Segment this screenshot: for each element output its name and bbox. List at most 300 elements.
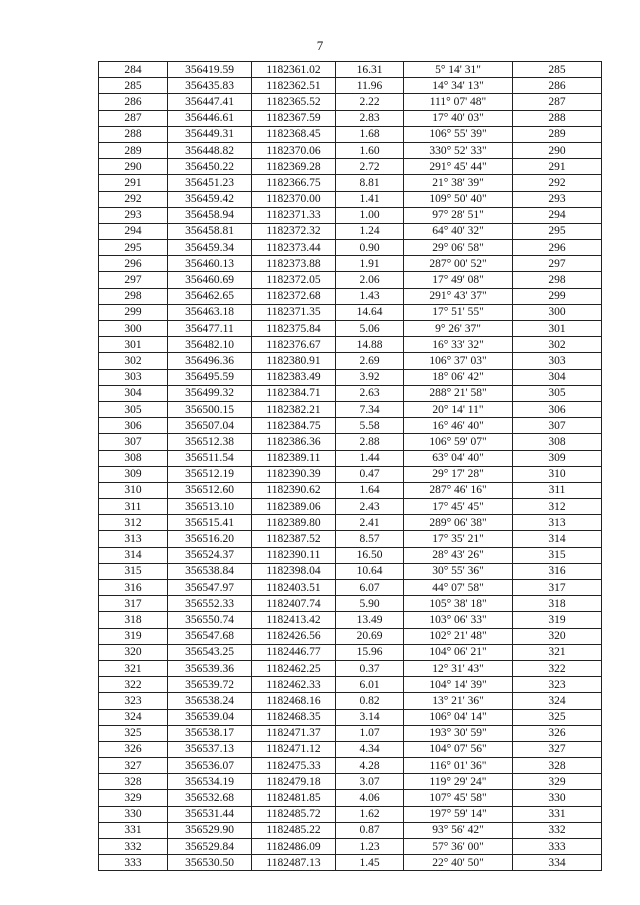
y-coordinate-cell: 1182371.33 <box>252 207 336 223</box>
x-coordinate-cell: 356449.31 <box>168 126 252 142</box>
bearing-cell: 16° 46' 40" <box>404 418 513 434</box>
next-point-cell: 287 <box>513 94 602 110</box>
table-row <box>99 725 602 741</box>
y-coordinate-cell: 1182383.49 <box>252 369 336 385</box>
x-coordinate-cell: 356547.68 <box>168 628 252 644</box>
table-row <box>99 337 602 353</box>
table-row <box>99 385 602 401</box>
point-number-cell: 310 <box>99 482 168 498</box>
x-coordinate-cell: 356534.19 <box>168 774 252 790</box>
y-coordinate-cell: 1182380.91 <box>252 353 336 369</box>
bearing-cell: 107° 45' 58" <box>404 790 513 806</box>
y-coordinate-cell: 1182369.28 <box>252 159 336 175</box>
distance-cell: 2.22 <box>336 94 404 110</box>
distance-cell: 3.07 <box>336 774 404 790</box>
next-point-cell: 295 <box>513 223 602 239</box>
point-number-cell: 306 <box>99 418 168 434</box>
x-coordinate-cell: 356536.07 <box>168 758 252 774</box>
table-row <box>99 272 602 288</box>
bearing-cell: 288° 21' 58" <box>404 385 513 401</box>
point-number-cell: 300 <box>99 321 168 337</box>
table-row <box>99 531 602 547</box>
distance-cell: 16.50 <box>336 547 404 563</box>
distance-cell: 6.07 <box>336 580 404 596</box>
table-row <box>99 240 602 256</box>
bearing-cell: 119° 29' 24" <box>404 774 513 790</box>
next-point-cell: 330 <box>513 790 602 806</box>
y-coordinate-cell: 1182471.37 <box>252 725 336 741</box>
x-coordinate-cell: 356435.83 <box>168 78 252 94</box>
distance-cell: 0.47 <box>336 466 404 482</box>
next-point-cell: 321 <box>513 644 602 660</box>
table-row <box>99 321 602 337</box>
bearing-cell: 13° 21' 36" <box>404 693 513 709</box>
point-number-cell: 309 <box>99 466 168 482</box>
table-row <box>99 401 602 417</box>
bearing-cell: 20° 14' 11" <box>404 401 513 417</box>
x-coordinate-cell: 356529.90 <box>168 822 252 838</box>
point-number-cell: 317 <box>99 596 168 612</box>
point-number-cell: 293 <box>99 207 168 223</box>
next-point-cell: 299 <box>513 288 602 304</box>
x-coordinate-cell: 356538.24 <box>168 693 252 709</box>
point-number-cell: 291 <box>99 175 168 191</box>
next-point-cell: 288 <box>513 110 602 126</box>
point-number-cell: 308 <box>99 450 168 466</box>
x-coordinate-cell: 356529.84 <box>168 839 252 855</box>
next-point-cell: 316 <box>513 563 602 579</box>
next-point-cell: 293 <box>513 191 602 207</box>
x-coordinate-cell: 356495.59 <box>168 369 252 385</box>
y-coordinate-cell: 1182368.45 <box>252 126 336 142</box>
point-number-cell: 299 <box>99 304 168 320</box>
point-number-cell: 326 <box>99 741 168 757</box>
point-number-cell: 315 <box>99 563 168 579</box>
y-coordinate-cell: 1182398.04 <box>252 563 336 579</box>
bearing-cell: 291° 43' 37" <box>404 288 513 304</box>
x-coordinate-cell: 356500.15 <box>168 401 252 417</box>
point-number-cell: 320 <box>99 644 168 660</box>
x-coordinate-cell: 356496.36 <box>168 353 252 369</box>
table-row <box>99 628 602 644</box>
point-number-cell: 302 <box>99 353 168 369</box>
table-row <box>99 758 602 774</box>
point-number-cell: 311 <box>99 499 168 515</box>
distance-cell: 3.14 <box>336 709 404 725</box>
x-coordinate-cell: 356516.20 <box>168 531 252 547</box>
x-coordinate-cell: 356543.25 <box>168 644 252 660</box>
point-number-cell: 303 <box>99 369 168 385</box>
x-coordinate-cell: 356419.59 <box>168 62 252 78</box>
bearing-cell: 111° 07' 48" <box>404 94 513 110</box>
distance-cell: 20.69 <box>336 628 404 644</box>
bearing-cell: 106° 59' 07" <box>404 434 513 450</box>
x-coordinate-cell: 356459.42 <box>168 191 252 207</box>
bearing-cell: 64° 40' 32" <box>404 223 513 239</box>
bearing-cell: 29° 06' 58" <box>404 240 513 256</box>
bearing-cell: 109° 50' 40" <box>404 191 513 207</box>
next-point-cell: 302 <box>513 337 602 353</box>
y-coordinate-cell: 1182386.36 <box>252 434 336 450</box>
distance-cell: 14.64 <box>336 304 404 320</box>
next-point-cell: 312 <box>513 499 602 515</box>
y-coordinate-cell: 1182485.72 <box>252 806 336 822</box>
bearing-cell: 17° 45' 45" <box>404 499 513 515</box>
x-coordinate-cell: 356477.11 <box>168 321 252 337</box>
x-coordinate-cell: 356537.13 <box>168 741 252 757</box>
next-point-cell: 309 <box>513 450 602 466</box>
distance-cell: 11.96 <box>336 78 404 94</box>
table-row <box>99 790 602 806</box>
x-coordinate-cell: 356512.60 <box>168 482 252 498</box>
coordinates-table <box>98 61 602 871</box>
next-point-cell: 301 <box>513 321 602 337</box>
bearing-cell: 104° 06' 21" <box>404 644 513 660</box>
point-number-cell: 316 <box>99 580 168 596</box>
point-number-cell: 330 <box>99 806 168 822</box>
table-row <box>99 191 602 207</box>
table-row <box>99 304 602 320</box>
table-row <box>99 822 602 838</box>
bearing-cell: 287° 00' 52" <box>404 256 513 272</box>
y-coordinate-cell: 1182468.16 <box>252 693 336 709</box>
x-coordinate-cell: 356515.41 <box>168 515 252 531</box>
next-point-cell: 328 <box>513 758 602 774</box>
y-coordinate-cell: 1182371.35 <box>252 304 336 320</box>
point-number-cell: 332 <box>99 839 168 855</box>
bearing-cell: 97° 28' 51" <box>404 207 513 223</box>
next-point-cell: 289 <box>513 126 602 142</box>
point-number-cell: 292 <box>99 191 168 207</box>
y-coordinate-cell: 1182462.33 <box>252 677 336 693</box>
table-row <box>99 839 602 855</box>
bearing-cell: 22° 40' 50" <box>404 855 513 871</box>
distance-cell: 2.88 <box>336 434 404 450</box>
next-point-cell: 324 <box>513 693 602 709</box>
bearing-cell: 289° 06' 38" <box>404 515 513 531</box>
y-coordinate-cell: 1182426.56 <box>252 628 336 644</box>
table-row <box>99 110 602 126</box>
point-number-cell: 331 <box>99 822 168 838</box>
x-coordinate-cell: 356547.97 <box>168 580 252 596</box>
y-coordinate-cell: 1182486.09 <box>252 839 336 855</box>
table-row <box>99 418 602 434</box>
distance-cell: 1.62 <box>336 806 404 822</box>
table-row <box>99 288 602 304</box>
next-point-cell: 325 <box>513 709 602 725</box>
point-number-cell: 324 <box>99 709 168 725</box>
y-coordinate-cell: 1182462.25 <box>252 660 336 676</box>
next-point-cell: 285 <box>513 62 602 78</box>
distance-cell: 2.06 <box>336 272 404 288</box>
table-row <box>99 499 602 515</box>
x-coordinate-cell: 356539.72 <box>168 677 252 693</box>
y-coordinate-cell: 1182372.05 <box>252 272 336 288</box>
distance-cell: 6.01 <box>336 677 404 693</box>
distance-cell: 1.07 <box>336 725 404 741</box>
distance-cell: 0.87 <box>336 822 404 838</box>
y-coordinate-cell: 1182390.62 <box>252 482 336 498</box>
point-number-cell: 319 <box>99 628 168 644</box>
next-point-cell: 305 <box>513 385 602 401</box>
y-coordinate-cell: 1182479.18 <box>252 774 336 790</box>
bearing-cell: 5° 14' 31" <box>404 62 513 78</box>
x-coordinate-cell: 356524.37 <box>168 547 252 563</box>
x-coordinate-cell: 356539.04 <box>168 709 252 725</box>
next-point-cell: 310 <box>513 466 602 482</box>
point-number-cell: 323 <box>99 693 168 709</box>
y-coordinate-cell: 1182365.52 <box>252 94 336 110</box>
table-row <box>99 644 602 660</box>
bearing-cell: 197° 59' 14" <box>404 806 513 822</box>
y-coordinate-cell: 1182370.06 <box>252 142 336 158</box>
bearing-cell: 57° 36' 00" <box>404 839 513 855</box>
table-row <box>99 774 602 790</box>
y-coordinate-cell: 1182471.12 <box>252 741 336 757</box>
distance-cell: 1.00 <box>336 207 404 223</box>
y-coordinate-cell: 1182390.39 <box>252 466 336 482</box>
point-number-cell: 290 <box>99 159 168 175</box>
distance-cell: 4.28 <box>336 758 404 774</box>
table-row <box>99 709 602 725</box>
bearing-cell: 116° 01' 36" <box>404 758 513 774</box>
y-coordinate-cell: 1182366.75 <box>252 175 336 191</box>
point-number-cell: 322 <box>99 677 168 693</box>
table-row <box>99 660 602 676</box>
next-point-cell: 286 <box>513 78 602 94</box>
x-coordinate-cell: 356550.74 <box>168 612 252 628</box>
x-coordinate-cell: 356459.34 <box>168 240 252 256</box>
table-row <box>99 563 602 579</box>
y-coordinate-cell: 1182382.21 <box>252 401 336 417</box>
table-row <box>99 142 602 158</box>
table-row <box>99 612 602 628</box>
y-coordinate-cell: 1182367.59 <box>252 110 336 126</box>
distance-cell: 1.68 <box>336 126 404 142</box>
table-row <box>99 62 602 78</box>
next-point-cell: 294 <box>513 207 602 223</box>
bearing-cell: 106° 04' 14" <box>404 709 513 725</box>
next-point-cell: 291 <box>513 159 602 175</box>
next-point-cell: 297 <box>513 256 602 272</box>
distance-cell: 0.37 <box>336 660 404 676</box>
x-coordinate-cell: 356463.18 <box>168 304 252 320</box>
distance-cell: 4.06 <box>336 790 404 806</box>
x-coordinate-cell: 356446.61 <box>168 110 252 126</box>
y-coordinate-cell: 1182390.11 <box>252 547 336 563</box>
bearing-cell: 16° 33' 32" <box>404 337 513 353</box>
y-coordinate-cell: 1182373.88 <box>252 256 336 272</box>
bearing-cell: 105° 38' 18" <box>404 596 513 612</box>
y-coordinate-cell: 1182373.44 <box>252 240 336 256</box>
distance-cell: 2.83 <box>336 110 404 126</box>
next-point-cell: 298 <box>513 272 602 288</box>
y-coordinate-cell: 1182384.75 <box>252 418 336 434</box>
y-coordinate-cell: 1182407.74 <box>252 596 336 612</box>
next-point-cell: 303 <box>513 353 602 369</box>
table-row <box>99 207 602 223</box>
point-number-cell: 284 <box>99 62 168 78</box>
x-coordinate-cell: 356538.17 <box>168 725 252 741</box>
table-row <box>99 855 602 871</box>
coordinates-table-body <box>99 62 602 871</box>
next-point-cell: 317 <box>513 580 602 596</box>
point-number-cell: 304 <box>99 385 168 401</box>
table-row <box>99 159 602 175</box>
y-coordinate-cell: 1182468.35 <box>252 709 336 725</box>
x-coordinate-cell: 356512.38 <box>168 434 252 450</box>
bearing-cell: 44° 07' 58" <box>404 580 513 596</box>
y-coordinate-cell: 1182387.52 <box>252 531 336 547</box>
page-number: 7 <box>316 38 324 53</box>
x-coordinate-cell: 356539.36 <box>168 660 252 676</box>
next-point-cell: 292 <box>513 175 602 191</box>
table-row <box>99 741 602 757</box>
table-row <box>99 78 602 94</box>
next-point-cell: 304 <box>513 369 602 385</box>
distance-cell: 5.06 <box>336 321 404 337</box>
next-point-cell: 327 <box>513 741 602 757</box>
point-number-cell: 295 <box>99 240 168 256</box>
next-point-cell: 319 <box>513 612 602 628</box>
distance-cell: 0.90 <box>336 240 404 256</box>
bearing-cell: 12° 31' 43" <box>404 660 513 676</box>
bearing-cell: 17° 35' 21" <box>404 531 513 547</box>
x-coordinate-cell: 356507.04 <box>168 418 252 434</box>
x-coordinate-cell: 356532.68 <box>168 790 252 806</box>
distance-cell: 2.63 <box>336 385 404 401</box>
distance-cell: 2.41 <box>336 515 404 531</box>
distance-cell: 1.91 <box>336 256 404 272</box>
distance-cell: 1.24 <box>336 223 404 239</box>
bearing-cell: 103° 06' 33" <box>404 612 513 628</box>
bearing-cell: 106° 55' 39" <box>404 126 513 142</box>
x-coordinate-cell: 356552.33 <box>168 596 252 612</box>
point-number-cell: 287 <box>99 110 168 126</box>
bearing-cell: 287° 46' 16" <box>404 482 513 498</box>
distance-cell: 13.49 <box>336 612 404 628</box>
next-point-cell: 308 <box>513 434 602 450</box>
table-row <box>99 580 602 596</box>
x-coordinate-cell: 356451.23 <box>168 175 252 191</box>
point-number-cell: 325 <box>99 725 168 741</box>
distance-cell: 15.96 <box>336 644 404 660</box>
x-coordinate-cell: 356450.22 <box>168 159 252 175</box>
next-point-cell: 322 <box>513 660 602 676</box>
bearing-cell: 291° 45' 44" <box>404 159 513 175</box>
distance-cell: 2.69 <box>336 353 404 369</box>
x-coordinate-cell: 356462.65 <box>168 288 252 304</box>
bearing-cell: 17° 51' 55" <box>404 304 513 320</box>
table-row <box>99 547 602 563</box>
x-coordinate-cell: 356458.94 <box>168 207 252 223</box>
bearing-cell: 9° 26' 37" <box>404 321 513 337</box>
x-coordinate-cell: 356531.44 <box>168 806 252 822</box>
point-number-cell: 328 <box>99 774 168 790</box>
bearing-cell: 63° 04' 40" <box>404 450 513 466</box>
bearing-cell: 28° 43' 26" <box>404 547 513 563</box>
table-row <box>99 515 602 531</box>
next-point-cell: 313 <box>513 515 602 531</box>
point-number-cell: 301 <box>99 337 168 353</box>
point-number-cell: 286 <box>99 94 168 110</box>
distance-cell: 5.90 <box>336 596 404 612</box>
bearing-cell: 14° 34' 13" <box>404 78 513 94</box>
point-number-cell: 333 <box>99 855 168 871</box>
point-number-cell: 318 <box>99 612 168 628</box>
x-coordinate-cell: 356538.84 <box>168 563 252 579</box>
distance-cell: 3.92 <box>336 369 404 385</box>
distance-cell: 1.43 <box>336 288 404 304</box>
point-number-cell: 297 <box>99 272 168 288</box>
point-number-cell: 313 <box>99 531 168 547</box>
distance-cell: 8.81 <box>336 175 404 191</box>
bearing-cell: 330° 52' 33" <box>404 142 513 158</box>
y-coordinate-cell: 1182475.33 <box>252 758 336 774</box>
point-number-cell: 314 <box>99 547 168 563</box>
table-row <box>99 369 602 385</box>
point-number-cell: 298 <box>99 288 168 304</box>
distance-cell: 7.34 <box>336 401 404 417</box>
point-number-cell: 312 <box>99 515 168 531</box>
x-coordinate-cell: 356448.82 <box>168 142 252 158</box>
distance-cell: 14.88 <box>336 337 404 353</box>
table-row <box>99 94 602 110</box>
point-number-cell: 289 <box>99 142 168 158</box>
y-coordinate-cell: 1182446.77 <box>252 644 336 660</box>
next-point-cell: 334 <box>513 855 602 871</box>
table-row <box>99 466 602 482</box>
distance-cell: 10.64 <box>336 563 404 579</box>
bearing-cell: 193° 30' 59" <box>404 725 513 741</box>
x-coordinate-cell: 356458.81 <box>168 223 252 239</box>
bearing-cell: 93° 56' 42" <box>404 822 513 838</box>
x-coordinate-cell: 356511.54 <box>168 450 252 466</box>
next-point-cell: 331 <box>513 806 602 822</box>
distance-cell: 16.31 <box>336 62 404 78</box>
next-point-cell: 329 <box>513 774 602 790</box>
distance-cell: 1.41 <box>336 191 404 207</box>
distance-cell: 2.43 <box>336 499 404 515</box>
bearing-cell: 30° 55' 36" <box>404 563 513 579</box>
distance-cell: 1.60 <box>336 142 404 158</box>
bearing-cell: 104° 07' 56" <box>404 741 513 757</box>
x-coordinate-cell: 356512.19 <box>168 466 252 482</box>
y-coordinate-cell: 1182361.02 <box>252 62 336 78</box>
next-point-cell: 320 <box>513 628 602 644</box>
x-coordinate-cell: 356460.69 <box>168 272 252 288</box>
next-point-cell: 333 <box>513 839 602 855</box>
y-coordinate-cell: 1182372.68 <box>252 288 336 304</box>
y-coordinate-cell: 1182403.51 <box>252 580 336 596</box>
bearing-cell: 104° 14' 39" <box>404 677 513 693</box>
point-number-cell: 305 <box>99 401 168 417</box>
x-coordinate-cell: 356513.10 <box>168 499 252 515</box>
next-point-cell: 314 <box>513 531 602 547</box>
next-point-cell: 318 <box>513 596 602 612</box>
distance-cell: 1.44 <box>336 450 404 466</box>
x-coordinate-cell: 356530.50 <box>168 855 252 871</box>
table-row <box>99 223 602 239</box>
next-point-cell: 332 <box>513 822 602 838</box>
bearing-cell: 17° 40' 03" <box>404 110 513 126</box>
bearing-cell: 29° 17' 28" <box>404 466 513 482</box>
table-row <box>99 175 602 191</box>
point-number-cell: 296 <box>99 256 168 272</box>
distance-cell: 2.72 <box>336 159 404 175</box>
y-coordinate-cell: 1182384.71 <box>252 385 336 401</box>
bearing-cell: 21° 38' 39" <box>404 175 513 191</box>
